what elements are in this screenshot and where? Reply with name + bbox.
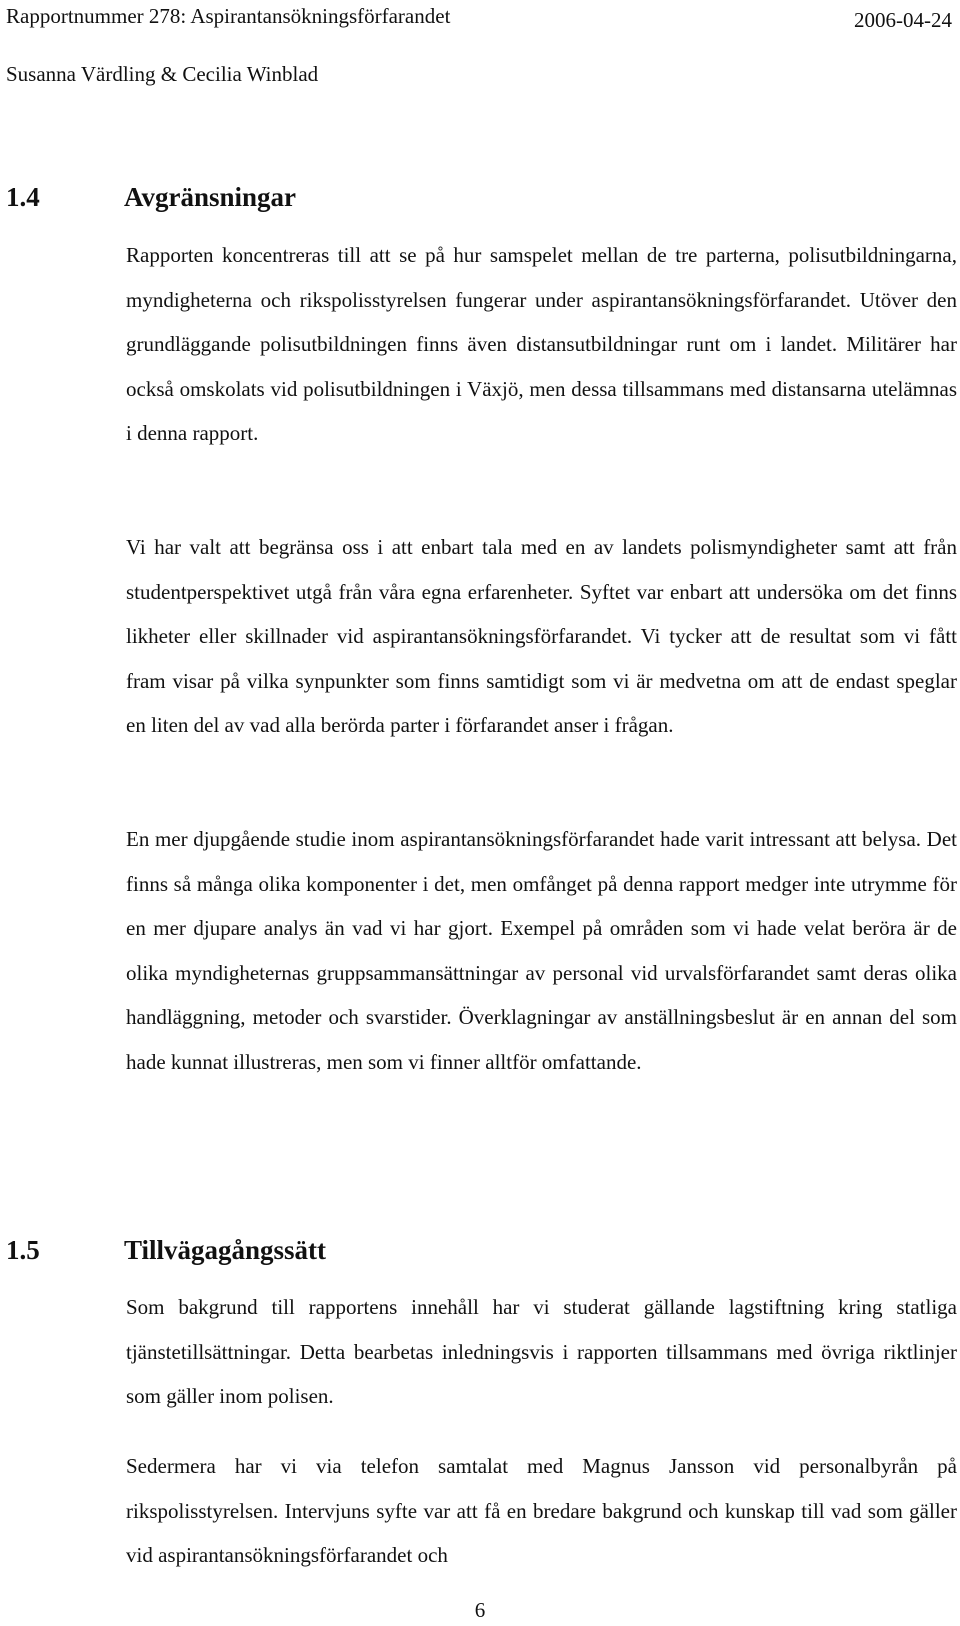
paragraph: Som bakgrund till rapportens innehåll har vi studerat gällande lagstiftning kring statliga tjänstetillsättningar. Detta bearbetas inledningsvis i rapporten tillsammans med övriga riktlinjer som gäller inom polisen. [126, 1295, 957, 1409]
section-heading-1-4 [6, 181, 296, 213]
paragraph: Sedermera har vi via telefon samtalat med Magnus Jansson vid personalbyrån på rikspolisstyrelsen. Intervjuns syfte var att få en bredare bakgrund och kunskap till vad som gäller vid aspirantansökningsförfarandet och [126, 1454, 957, 1568]
paragraph: Vi har valt att begränsa oss i att enbart tala med en av landets polismyndigheter samt att från studentperspektivet utgå från våra egna erfarenheter. Syftet var enbart att undersöka om det finns likheter eller skillnader vid aspirantansökningsförfarandet. Vi tycker att de resultat som vi fått fram visar på vilka synpunkter som finns samtidigt som vi är medvetna om att de endast speglar en liten del av vad alla berörda parter i förfarandet anser i frågan. [126, 535, 957, 738]
section-number: 1.4 [6, 182, 40, 212]
section-title: Avgränsningar [124, 182, 297, 212]
paragraph: Rapporten koncentreras till att se på hur samspelet mellan de tre parterna, polisutbildningarna, myndigheterna och rikspolisstyrelsen fungerar under aspirantansökningsförfarandet. Utöver den grundläggande polisutbildningen finns även distansutbildningar runt om i landet. Militärer har också omskolats vid polisutbildningen i Växjö, men dessa tillsammans med distansarna utelämnas i denna rapport. [126, 243, 957, 446]
section-title: Tillvägagångssätt [124, 1235, 327, 1265]
section-heading-1-5 [6, 1234, 326, 1266]
section-number: 1.5 [6, 1235, 40, 1265]
page-number: 6 [474, 1598, 486, 1622]
running-header-title: Rapportnummer 278: Aspirantansökningsförfarandet [6, 4, 451, 28]
running-header-authors: Susanna Värdling & Cecilia Winblad [6, 62, 319, 86]
running-header-date: 2006-04-24 [854, 8, 952, 32]
paragraph: En mer djupgående studie inom aspirantansökningsförfarandet hade varit intressant att belysa. Det finns så många olika komponenter i det, men omfånget på denna rapport medger inte utrymme för en mer djupare analys än vad vi har gjort. Exempel på områden som vi hade velat beröra är de olika myndigheternas gruppsammansättningar av personal vid urvalsförfarandet samt deras olika handläggning, metoder och svarstider. Överklagningar av anställningsbeslut är en annan del som hade kunnat illustreras, men som vi finner alltför omfattande. [126, 827, 957, 1074]
